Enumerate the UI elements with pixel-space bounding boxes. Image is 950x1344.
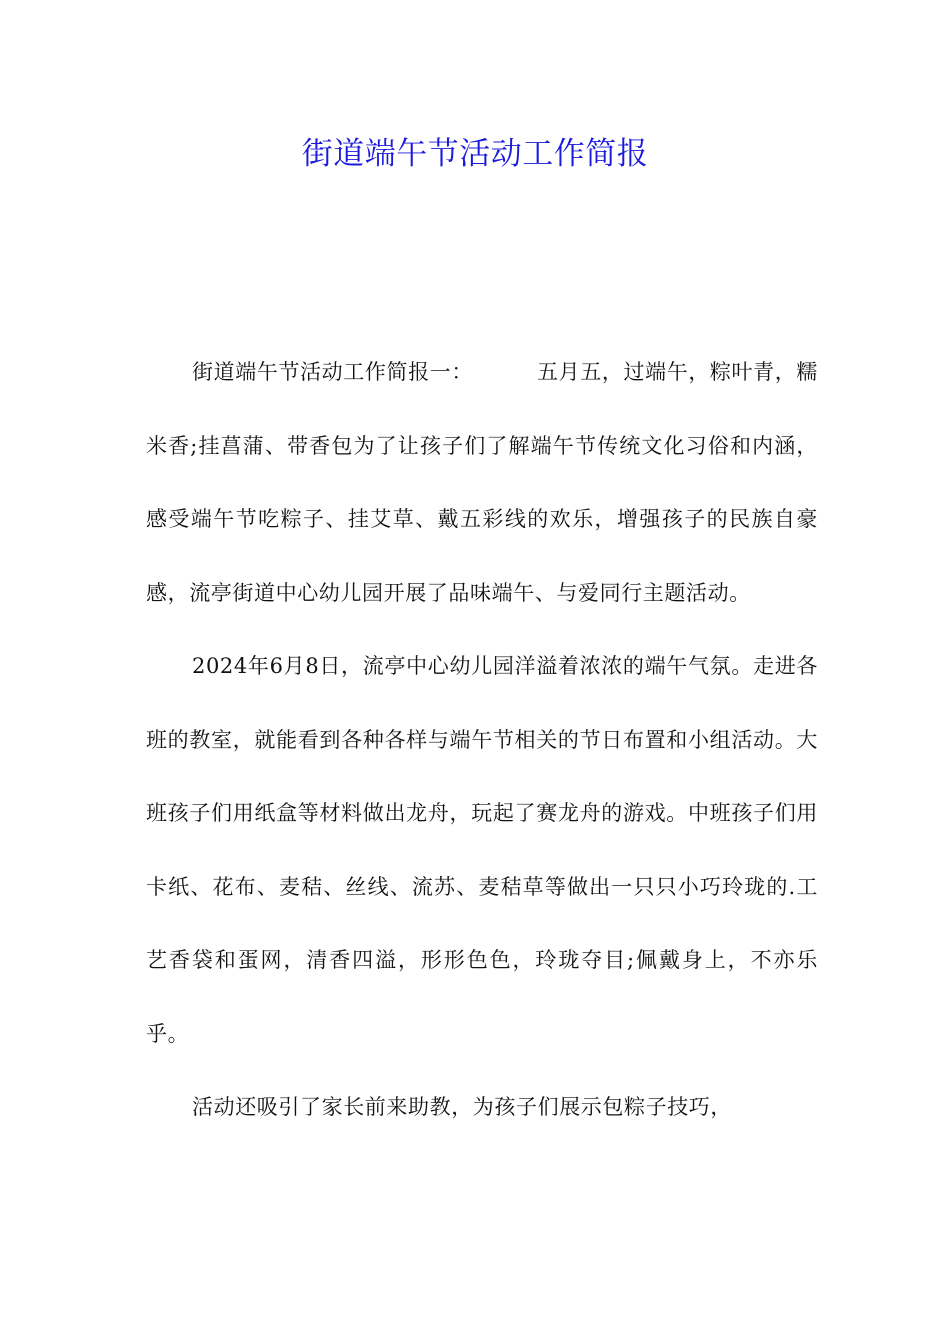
paragraph-3: 活动还吸引了家长前来助教，为孩子们展示包粽子技巧， (192, 1095, 732, 1119)
paragraph-1-lead: 街道端午节活动工作简报一： (192, 360, 473, 384)
document-body (146, 336, 818, 1145)
paragraph-1 (146, 336, 818, 630)
paragraph-1-text: 五月五，过端午，粽叶青，糯米香;挂菖蒲、带香包为了让孩子们了解端午节传统文化习俗和内涵，感受端午节吃粽子、挂艾草、戴五彩线的欢乐，增强孩子的民族自豪感，流亭街道中心幼儿园开展了品味端午、与爱同行主题活动。 (146, 360, 818, 605)
paragraph-2: 2024年6月8日，流亭中心幼儿园洋溢着浓浓的端午气氛。走进各班的教室，就能看到各种各样与端午节相关的节日布置和小组活动。大班孩子们用纸盒等材料做出龙舟，玩起了赛龙舟的游戏。中班孩子们用卡纸、花布、麦秸、丝线、流苏、麦秸草等做出一只只小巧玲珑的.工艺香袋和蛋网，清香四溢，形形色色，玲珑夺目;佩戴身上，不亦乐乎。 (146, 654, 818, 1046)
document-title: 街道端午节活动工作简报 (301, 136, 649, 172)
